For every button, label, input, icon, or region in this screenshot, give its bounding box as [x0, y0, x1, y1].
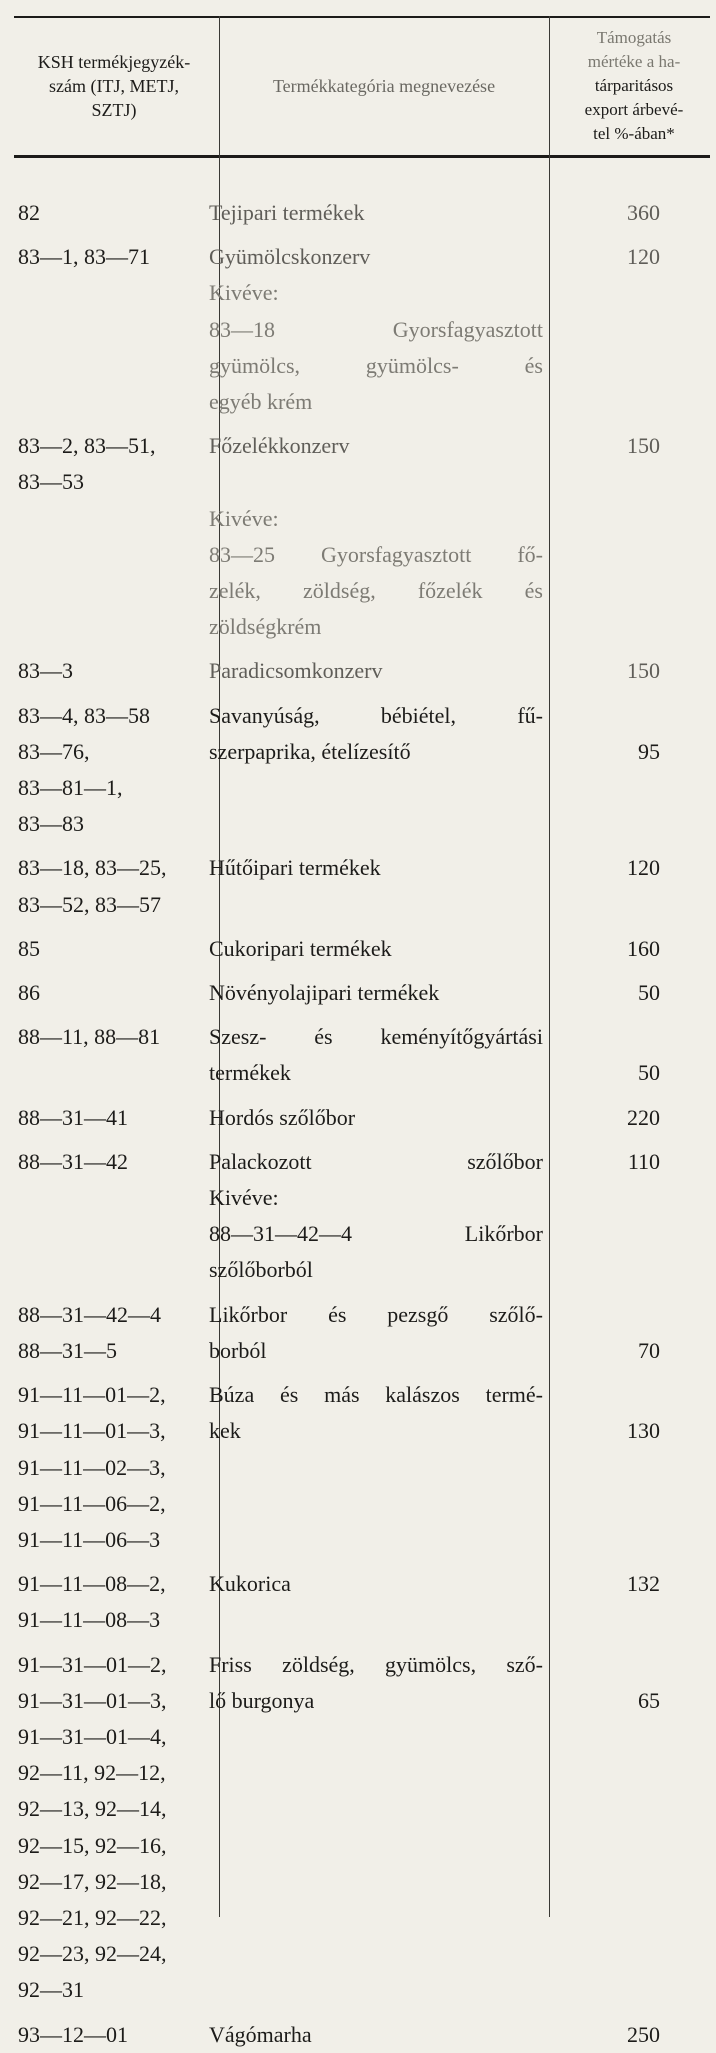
category-name-line: Savanyúság, bébiétel, fű-: [209, 702, 543, 728]
value-spacer: [547, 698, 660, 734]
category-name-line: 83—18 Gyorsfagyasztott: [209, 316, 543, 342]
support-value-cell: [547, 1100, 716, 1136]
product-code-cell: [0, 1377, 205, 1558]
product-code: 91—11—06—2,: [18, 1490, 166, 1516]
product-code: 83—1, 83—71: [18, 244, 150, 270]
header-code-line: SZTJ): [91, 100, 137, 120]
header-code-line: szám (ITJ, METJ,: [49, 76, 179, 96]
support-value-cell: [547, 1377, 716, 1558]
product-code: 83—3: [18, 658, 73, 684]
category-name-line: Gyümölcskonzerv: [209, 244, 371, 270]
header-support-line: Támogatás: [596, 28, 672, 47]
table-row: [0, 1144, 716, 1289]
product-code: 88—31—42: [18, 1148, 128, 1174]
product-code: 86: [18, 980, 40, 1006]
category-name-line: Likőrbor és pezsgő szőlő-: [209, 1301, 543, 1327]
support-value: 360: [627, 200, 660, 225]
table-row: [0, 1566, 716, 1638]
product-code: 85: [18, 935, 40, 961]
table-row: [0, 698, 716, 843]
category-name-line: Növényolajipari termékek: [209, 980, 440, 1006]
support-value: 132: [627, 1571, 660, 1597]
product-code-cell: [0, 1566, 205, 1638]
table-row: [0, 653, 716, 689]
product-code: 91—11—01—3,: [18, 1418, 166, 1444]
category-name-line: termékek: [209, 1060, 291, 1086]
category-name-cell: [205, 1100, 547, 1136]
support-value: 110: [627, 1148, 660, 1174]
table-row: [0, 1297, 716, 1369]
category-name-line: szőlőborból: [209, 1257, 313, 1283]
support-value-cell: [547, 1144, 716, 1289]
product-code-cell: [0, 850, 205, 922]
category-name-line: Paradicsomkonzerv: [209, 658, 383, 684]
support-value-cell: [547, 195, 716, 231]
product-code: 91—11—01—2,: [18, 1382, 166, 1408]
support-value-cell: [547, 931, 716, 967]
table-row: [0, 239, 716, 420]
support-value-cell: [547, 1566, 716, 1638]
support-value-cell: [547, 975, 716, 1011]
support-value-cell: [547, 698, 716, 843]
product-code-cell: [0, 428, 205, 645]
category-name-cell: [205, 1377, 547, 1558]
support-value-cell: [547, 850, 716, 922]
category-name-line: Kukorica: [209, 1571, 291, 1597]
value-spacer: [547, 1297, 660, 1333]
product-code-cell: [0, 1647, 205, 2009]
category-name-line: gyümölcs, gyümölcs- és: [209, 352, 543, 378]
product-code: 83—53: [18, 469, 84, 495]
support-value-cell: [547, 653, 716, 689]
product-code-cell: [0, 2017, 205, 2053]
value-spacer: [547, 1377, 660, 1413]
table-row: [0, 1647, 716, 2009]
header-support-line: tárparitásos: [594, 76, 674, 95]
product-code: 92—21, 92—22,: [18, 1904, 167, 1930]
category-name-line: Tejipari termékek: [209, 200, 365, 225]
header-code-column: [14, 22, 214, 150]
product-code: 83—83: [18, 811, 84, 837]
support-value: 70: [638, 1337, 660, 1363]
product-code: 91—11—08—2,: [18, 1571, 166, 1597]
value-spacer: [547, 1019, 660, 1055]
value-spacer: [547, 1647, 660, 1683]
table-row: [0, 1377, 716, 1558]
category-name-line: 88—31—42—4 Likőrbor: [209, 1221, 543, 1247]
category-name-cell: [205, 1647, 547, 2009]
header-support-line: export árbevé-: [584, 100, 684, 119]
category-name-cell: [205, 195, 547, 231]
support-value: 120: [627, 244, 660, 270]
support-value-cell: [547, 428, 716, 645]
product-code-cell: [0, 1297, 205, 1369]
product-code: 91—31—01—2,: [18, 1651, 167, 1677]
support-value-cell: [547, 1297, 716, 1369]
product-code-cell: [0, 931, 205, 967]
table-row: [0, 931, 716, 967]
support-value: 250: [627, 2021, 660, 2047]
header-support-column: [552, 22, 716, 150]
category-name-line: 83—25 Gyorsfagyasztott fő-: [209, 541, 543, 567]
product-code: 91—11—08—3: [18, 1607, 161, 1633]
table-row: [0, 428, 716, 645]
product-code: 91—11—02—3,: [18, 1454, 166, 1480]
support-value-cell: [547, 1647, 716, 2009]
category-name-cell: [205, 975, 547, 1011]
product-code: 88—31—42—4: [18, 1301, 161, 1327]
support-value: 95: [638, 738, 660, 764]
support-value: 50: [638, 980, 660, 1006]
category-name-cell: [205, 2017, 547, 2053]
product-code-cell: [0, 1100, 205, 1136]
product-code: 83—18, 83—25,: [18, 855, 167, 881]
table-row: [0, 850, 716, 922]
category-name-cell: [205, 239, 547, 420]
category-name-line: Szesz- és keményítőgyártási: [209, 1024, 543, 1050]
category-name-line: kek: [209, 1418, 241, 1444]
header-category-label: Termékkategória megnevezése: [272, 76, 496, 96]
category-name-line: lő burgonya: [209, 1687, 315, 1713]
header-support-line: tel %-ában*: [593, 124, 675, 143]
table-row: [0, 2017, 716, 2053]
product-code-cell: [0, 653, 205, 689]
category-name-line: Hordós szőlőbor: [209, 1104, 356, 1130]
support-value: 120: [627, 855, 660, 881]
category-name-line: Cukoripari termékek: [209, 935, 392, 961]
support-value: 50: [638, 1060, 660, 1086]
product-code: 92—23, 92—24,: [18, 1941, 167, 1967]
product-code-cell: [0, 1019, 205, 1091]
support-value-cell: [547, 239, 716, 420]
support-value-cell: [547, 1019, 716, 1091]
product-code: 92—17, 92—18,: [18, 1868, 167, 1894]
category-name-line: Kivéve:: [209, 1185, 279, 1211]
category-name-line: borból: [209, 1337, 267, 1363]
product-code: 92—15, 92—16,: [18, 1832, 167, 1858]
product-code: 91—31—01—4,: [18, 1723, 167, 1749]
product-code: 83—2, 83—51,: [18, 433, 156, 459]
category-name-line: zöldségkrém: [209, 614, 322, 640]
category-name-line: [209, 464, 543, 500]
table-row: [0, 195, 716, 231]
table-body: [0, 195, 716, 2053]
product-code: 91—11—06—3: [18, 1526, 161, 1552]
header-category-column: [222, 22, 546, 150]
product-code: 92—13, 92—14,: [18, 1796, 167, 1822]
category-name-cell: [205, 1297, 547, 1369]
table-row: [0, 1100, 716, 1136]
product-code: 88—31—41: [18, 1104, 128, 1130]
support-value: 150: [627, 433, 660, 459]
product-code-cell: [0, 195, 205, 231]
category-name-cell: [205, 653, 547, 689]
category-name-line: zelék, zöldség, főzelék és: [209, 578, 543, 604]
table-row: [0, 1019, 716, 1091]
category-name-line: Vágómarha: [209, 2021, 312, 2047]
product-code-cell: [0, 1144, 205, 1289]
category-name-cell: [205, 931, 547, 967]
category-name-cell: [205, 1144, 547, 1289]
header-rule: [14, 155, 710, 158]
category-name-line: Főzelékkonzerv: [209, 433, 350, 459]
product-code-cell: [0, 698, 205, 843]
category-name-cell: [205, 850, 547, 922]
category-name-cell: [205, 1019, 547, 1091]
support-value: 220: [627, 1104, 660, 1130]
category-name-line: Hűtőipari termékek: [209, 855, 381, 881]
category-name-line: Palackozott szőlőbor: [209, 1148, 543, 1174]
category-name-cell: [205, 428, 547, 645]
category-name-line: szerpaprika, ételízesítő: [209, 738, 411, 764]
category-name-line: egyéb krém: [209, 389, 313, 415]
product-code: 88—11, 88—81: [18, 1024, 161, 1050]
product-code: 93—12—01: [18, 2021, 128, 2047]
product-code: 88—31—5: [18, 1337, 117, 1363]
top-rule: [14, 16, 710, 18]
table-row: [0, 975, 716, 1011]
product-code: 82: [18, 200, 40, 225]
category-name-line: Búza és más kalászos termé-: [209, 1382, 543, 1408]
product-code: 91—31—01—3,: [18, 1687, 167, 1713]
support-value: 65: [638, 1687, 660, 1713]
category-name-cell: [205, 1566, 547, 1638]
product-code: 83—81—1,: [18, 775, 123, 801]
category-name-line: Kivéve:: [209, 280, 279, 306]
support-value: 130: [627, 1418, 660, 1444]
product-code: 83—4, 83—58: [18, 702, 150, 728]
category-name-line: Friss zöldség, gyümölcs, sző-: [209, 1651, 543, 1677]
product-code: 83—52, 83—57: [18, 891, 161, 917]
product-code: 92—11, 92—12,: [18, 1760, 166, 1786]
product-code: 83—76,: [18, 738, 90, 764]
header-support-line: mértéke a ha-: [587, 52, 681, 71]
category-name-line: Kivéve:: [209, 505, 279, 531]
product-code-cell: [0, 239, 205, 420]
support-value: 160: [627, 935, 660, 961]
header-code-line: KSH termékjegyzék-: [37, 52, 191, 72]
support-value-cell: [547, 2017, 716, 2053]
product-code: 92—31: [18, 1977, 84, 2003]
product-code-cell: [0, 975, 205, 1011]
support-value: 150: [627, 658, 660, 684]
category-name-cell: [205, 698, 547, 843]
